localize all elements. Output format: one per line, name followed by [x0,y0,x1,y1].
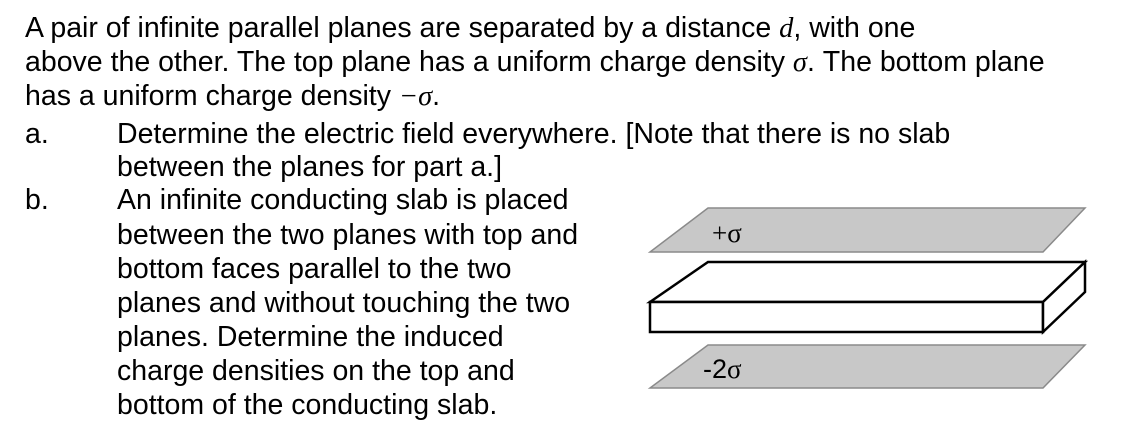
intro-text: . The bottom plane [806,46,1045,78]
part-b-line-3: bottom faces parallel to the two [117,253,512,285]
intro-text: above the other. The top plane has a uniform charge density [25,46,793,78]
part-b-line-4: planes and without touching the two [117,287,571,319]
part-a-line-1: Determine the electric field everywhere. [Note that there is no slab [117,118,951,150]
intro-text: A pair of infinite parallel planes are separated by a distance [25,12,780,44]
part-b-line-1: An infinite conducting slab is placed [117,184,569,216]
neg-sigma-symbol: −σ [398,81,433,112]
intro-text: , with one [793,12,916,44]
sigma-symbol: σ [792,47,807,78]
intro-text: has a uniform charge density [25,80,399,112]
part-b-line-2: between the two planes with top and [117,219,579,251]
part-b-line-7: bottom of the conducting slab. [117,389,498,421]
top-plane-label: +σ [712,218,742,248]
part-b-line-5: planes. Determine the induced [117,321,504,353]
intro-text: . [432,80,441,112]
part-a-line-2: between the planes for part a.] [117,151,503,183]
bottom-plane-label: -2σ [703,354,742,384]
part-b-line-6: charge densities on the top and [117,355,515,387]
part-b-label: b. [25,184,49,216]
part-a-label: a. [25,118,49,150]
conducting-slab [650,262,1085,332]
distance-symbol: d [779,13,794,44]
